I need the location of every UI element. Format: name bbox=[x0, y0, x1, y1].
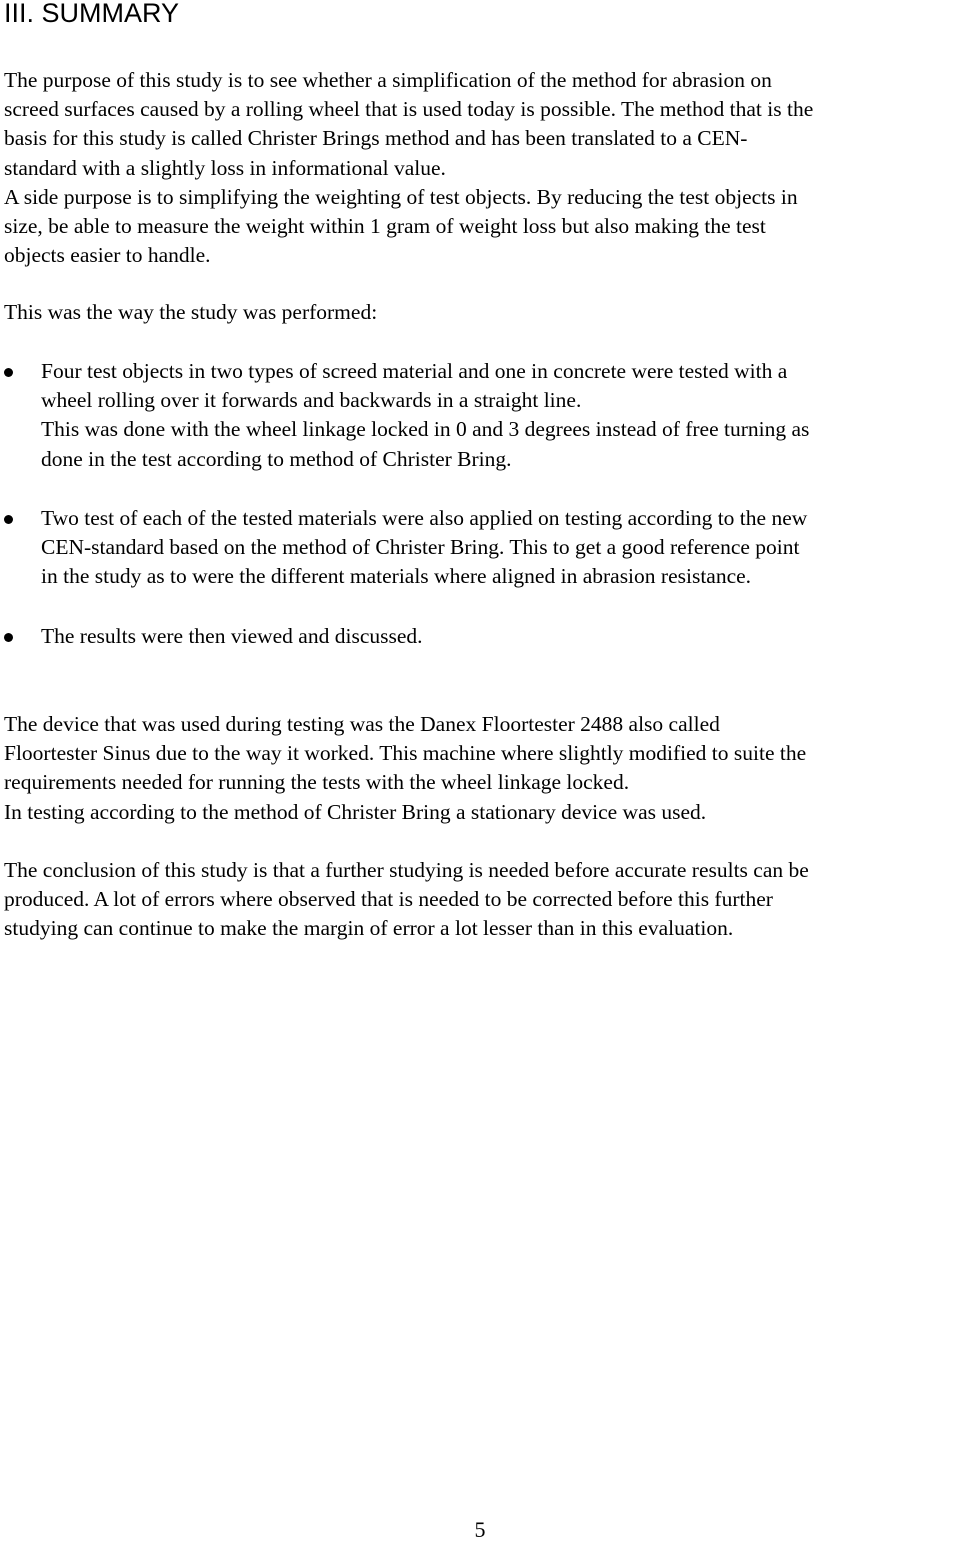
conclusion-paragraph bbox=[4, 856, 956, 944]
bullet-line: CEN-standard based on the method of Christer Bring. This to get a good reference point bbox=[41, 535, 800, 560]
bullet-text bbox=[41, 504, 956, 592]
intro-line: basis for this study is called Christer Brings method and has been translated to a CEN- bbox=[4, 126, 748, 151]
intro-line: A side purpose is to simplifying the weighting of test objects. By reducing the test objects in bbox=[4, 184, 798, 209]
conclusion-line: produced. A lot of errors where observed that is needed to be corrected before this further bbox=[4, 887, 773, 912]
conclusion-line: The conclusion of this study is that a further studying is needed before accurate results can be bbox=[4, 858, 809, 882]
device-line: Floortester Sinus due to the way it worked. This machine where slightly modified to suite the bbox=[4, 741, 807, 766]
intro-paragraph bbox=[4, 66, 956, 270]
section-heading: III. SUMMARY bbox=[4, 0, 180, 28]
bullet-icon bbox=[4, 368, 13, 377]
intro-line: standard with a slightly loss in informational value. bbox=[4, 155, 446, 180]
bullet-line: done in the test according to method of Christer Bring. bbox=[41, 446, 512, 471]
procedure-intro-text: This was the way the study was performed: bbox=[4, 300, 378, 324]
bullet-text bbox=[41, 357, 956, 474]
conclusion-line: studying can continue to make the margin of error a lot lesser than in this evaluation. bbox=[4, 916, 734, 941]
intro-line: objects easier to handle. bbox=[4, 243, 211, 268]
bullet-icon bbox=[4, 633, 13, 642]
bullet-icon bbox=[4, 515, 13, 524]
bullet-line: Two test of each of the tested materials were also applied on testing according to the new bbox=[41, 506, 808, 530]
device-line: In testing according to the method of Christer Bring a stationary device was used. bbox=[4, 799, 707, 824]
device-paragraph bbox=[4, 710, 956, 827]
page-number: 5 bbox=[474, 1517, 486, 1542]
bullet-line: The results were then viewed and discussed. bbox=[41, 624, 423, 648]
intro-line: screed surfaces caused by a rolling wheel that is used today is possible. The method that is the bbox=[4, 97, 814, 122]
intro-line: The purpose of this study is to see whether a simplification of the method for abrasion on bbox=[4, 68, 772, 92]
bullet-line: This was done with the wheel linkage locked in 0 and 3 degrees instead of free turning as bbox=[41, 417, 810, 442]
device-line: requirements needed for running the tests with the wheel linkage locked. bbox=[4, 770, 630, 795]
intro-line: size, be able to measure the weight within 1 gram of weight loss but also making the test bbox=[4, 214, 766, 239]
bullet-line: in the study as to were the different materials where aligned in abrasion resistance. bbox=[41, 564, 752, 589]
device-line: The device that was used during testing was the Danex Floortester 2488 also called bbox=[4, 712, 720, 736]
bullet-line: Four test objects in two types of screed material and one in concrete were tested with a bbox=[41, 359, 788, 383]
bullet-text bbox=[41, 622, 956, 651]
bullet-line: wheel rolling over it forwards and backwards in a straight line. bbox=[41, 388, 582, 413]
procedure-intro bbox=[4, 298, 956, 327]
